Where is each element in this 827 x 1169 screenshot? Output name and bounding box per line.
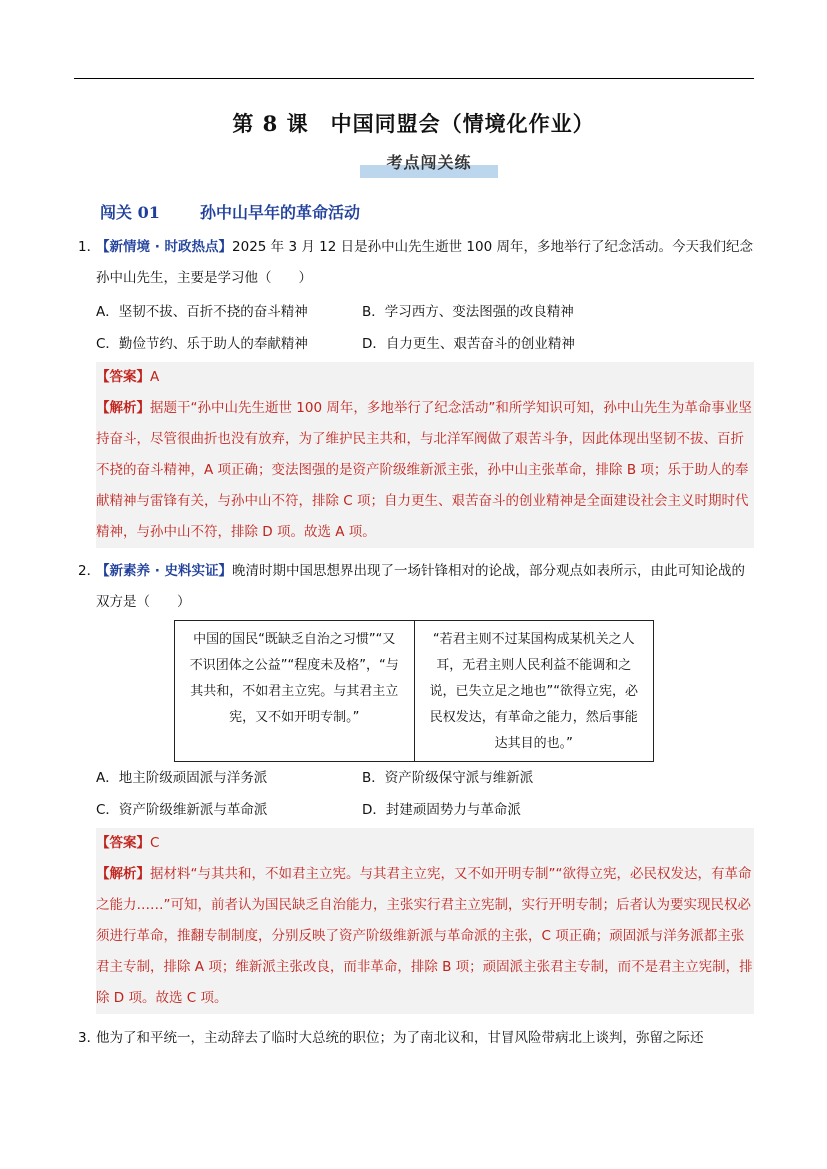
section-banner: [360, 150, 498, 178]
question-1-options: [96, 296, 754, 360]
question-stem: 晚清时期中国思想界出现了一场针锋相对的论战，部分观点如表所示，由此可知论战的双方是（ ）: [96, 563, 746, 610]
option-d[interactable]: D．封建顽固势力与革命派: [362, 802, 521, 818]
header-rule: [74, 78, 754, 79]
question-2: [78, 556, 754, 618]
table-cell-right: “若君主则不过某国构成某机关之人耳，无君主则人民利益不能调和之说，已失立足之地也”“欲得立宪，必民权发达，有革命之能力，然后事能达其目的也。”: [414, 621, 654, 761]
option-b[interactable]: B．学习西方、变法图强的改良精神: [362, 304, 574, 320]
option-a[interactable]: A．地主阶级顽固派与洋务派: [96, 770, 268, 786]
page-title: 第 8 课 中国同盟会（情境化作业）: [232, 111, 595, 136]
section-title: 孙中山早年的革命活动: [200, 203, 361, 222]
question-number: 1．: [78, 239, 101, 255]
analysis-text: 据材料“与其共和，不如君主立宪。与其君主立宪，又不如开明专制”“欲得立宪，必民权发达，有革命之能力……”可知，前者认为国民缺乏自治能力，主张实行君主立宪制，实行开明专制；后者认为要实现民权必须进行革命，推翻专制制度，分别反映了资产阶级维新派与革命派的主张，C 项正确；顽固派与洋务派都主张君主专制，排除 A 项；维新派主张改良，而非革命，排除 B 项；顽固派主张君主专制，而不是君主立宪制，排除 D 项。故选 C 项。: [96, 866, 753, 1006]
option-b[interactable]: B．资产阶级保守派与维新派: [362, 770, 534, 786]
option-c[interactable]: C．勤俭节约、乐于助人的奉献精神: [96, 336, 308, 352]
question-2-answer: [96, 828, 754, 1014]
question-tag: 【新情境 · 时政热点】: [96, 239, 233, 255]
table-cell-left: 中国的国民“既缺乏自治之习惯”“又不识团体之公益”“程度未及格”，“与其共和，不如君主立宪。与其君主立宪，又不如开明专制。”: [189, 632, 399, 725]
question-stem: 2025 年 3 月 12 日是孙中山先生逝世 100 周年，多地举行了纪念活动。今天我们纪念孙中山先生，主要是学习他（ ）: [96, 239, 753, 286]
question-stem: 他为了和平统一，主动辞去了临时大总统的职位；为了南北议和，甘冒风险带病北上谈判，弥留之际还: [96, 1030, 704, 1046]
section-code: 闯关 01: [100, 203, 160, 222]
question-1-answer: [96, 362, 754, 548]
question-number: 3．: [78, 1030, 101, 1046]
answer-value: C: [150, 835, 160, 851]
question-2-options: [96, 762, 754, 826]
question-number: 2．: [78, 563, 101, 579]
answer-label: 【答案】: [96, 835, 150, 851]
option-c[interactable]: C．资产阶级维新派与革命派: [96, 802, 268, 818]
question-1: [78, 232, 754, 294]
banner-label: 考点闯关练: [386, 153, 472, 172]
question-tag: 【新素养 · 史料实证】: [96, 563, 233, 579]
option-a[interactable]: A．坚韧不拔、百折不挠的奋斗精神: [96, 304, 308, 320]
viewpoint-table: [174, 620, 654, 762]
section-heading: [100, 200, 360, 223]
analysis-text: 据题干“孙中山先生逝世 100 周年，多地举行了纪念活动”和所学知识可知，孙中山先生为革命事业坚持奋斗，尽管很曲折也没有放弃，为了维护民主共和，与北洋军阀做了艰苦斗争，因此体现出坚韧不拔、百折不挠的奋斗精神，A 项正确；变法图强的是资产阶级维新派主张，孙中山主张革命，排除 B 项；乐于助人的奉献精神与雷锋有关，与孙中山不符，排除 C 项；自力更生、艰苦奋斗的创业精神是全面建设社会主义时期时代精神，与孙中山不符，排除 D 项。故选 A 项。: [96, 400, 752, 540]
question-3: [78, 1023, 754, 1054]
option-d[interactable]: D．自力更生、艰苦奋斗的创业精神: [362, 336, 575, 352]
analysis-label: 【解析】: [96, 400, 150, 416]
answer-label: 【答案】: [96, 369, 150, 385]
answer-value: A: [150, 369, 160, 385]
analysis-label: 【解析】: [96, 866, 150, 882]
